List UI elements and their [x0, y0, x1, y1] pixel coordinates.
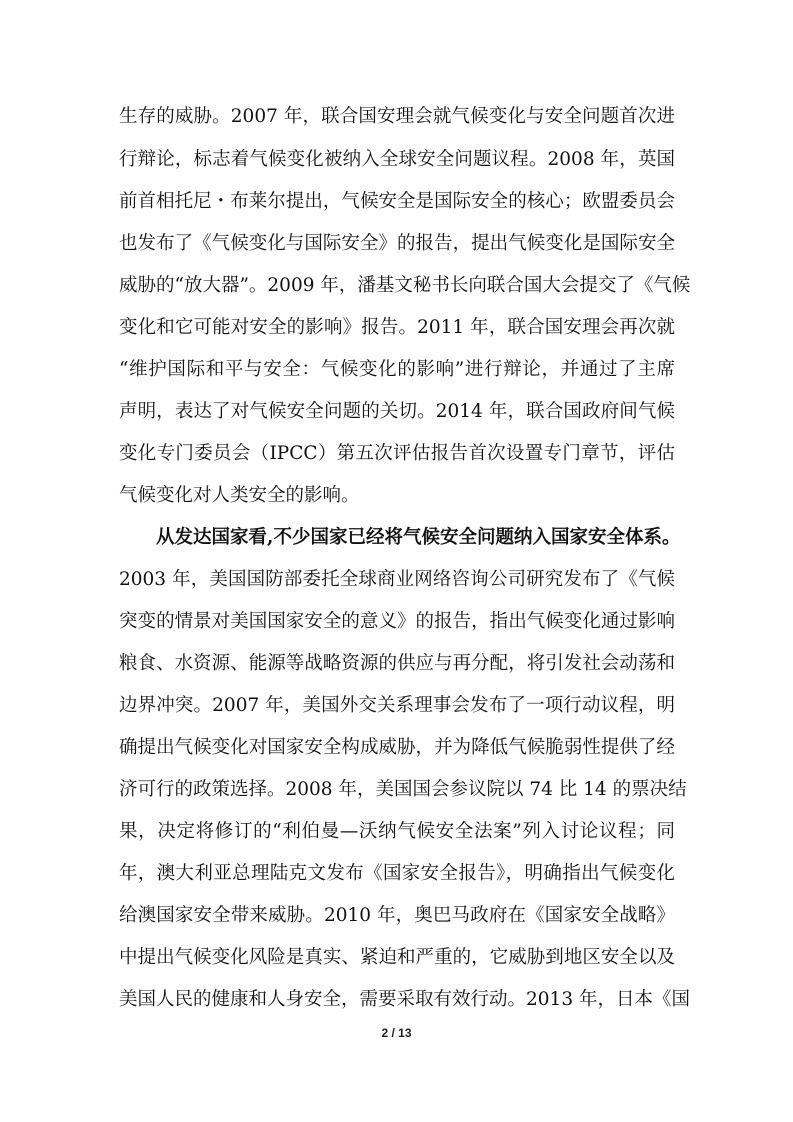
paragraph-1-line: 气候变化对人类安全的影响。 — [119, 485, 360, 506]
paragraph-2-line: 年，澳大利亚总理陆克文发布《国家安全报告》，明确指出气候变化 — [119, 863, 675, 884]
paragraph-1-line: 变化和它可能对安全的影响》报告。2011 年，联合国安理会再次就 — [119, 317, 675, 338]
paragraph-1-line: 变化专门委员会（IPCC）第五次评估报告首次设置专门章节，评估 — [119, 443, 675, 464]
paragraph-2-line: 给澳国家安全带来威胁。2010 年，奥巴马政府在《国家安全战略》 — [119, 905, 675, 926]
paragraph-2-line: 果，决定将修订的“利伯曼—沃纳气候安全法案”列入讨论议程；同 — [119, 821, 675, 842]
paragraph-2-line: 济可行的政策选择。2008 年，美国国会参议院以 74 比 14 的票决结 — [119, 779, 687, 800]
paragraph-2-line: 确提出气候变化对国家安全构成威胁，并为降低气候脆弱性提供了经 — [119, 737, 675, 758]
paragraph-2-line: 美国人民的健康和人身安全，需要采取有效行动。2013 年，日本《国 — [119, 989, 690, 1010]
paragraph-1-line: 声明，表达了对气候安全问题的关切。2014 年，联合国政府间气候 — [119, 401, 675, 422]
paragraph-2-line: 突变的情景对美国国家安全的意义》的报告，指出气候变化通过影响 — [119, 611, 675, 632]
paragraph-1-line: 也发布了《气候变化与国际安全》的报告，提出气候变化是国际安全 — [119, 233, 675, 254]
paragraph-2-bold-lead: 从发达国家看,不少国家已经将气候安全问题纳入国家安全体系。 — [156, 527, 681, 548]
paragraph-2-line: 中提出气候变化风险是真实、紧迫和严重的，它威胁到地区安全以及 — [119, 947, 675, 968]
paragraph-1-line: “维护国际和平与安全：气候变化的影响”进行辩论，并通过了主席 — [119, 359, 675, 380]
paragraph-1-line: 前首相托尼・布莱尔提出，气候安全是国际安全的核心；欧盟委员会 — [119, 191, 675, 212]
paragraph-2-line: 粮食、水资源、能源等战略资源的供应与再分配，将引发社会动荡和 — [119, 653, 675, 674]
page-number: 2 / 13 — [381, 1026, 412, 1040]
paragraph-2-line: 2003 年，美国国防部委托全球商业网络咨询公司研究发布了《气候 — [119, 569, 675, 590]
paragraph-1-line: 生存的威胁。2007 年，联合国安理会就气候变化与安全问题首次进 — [119, 106, 675, 127]
paragraph-2-line: 边界冲突。2007 年，美国外交关系理事会发布了一项行动议程，明 — [119, 695, 675, 716]
paragraph-1-line: 威胁的“放大器”。2009 年，潘基文秘书长向联合国大会提交了《气候 — [119, 275, 691, 296]
paragraph-1-line: 行辩论，标志着气候变化被纳入全球安全问题议程。2008 年，英国 — [119, 149, 675, 170]
